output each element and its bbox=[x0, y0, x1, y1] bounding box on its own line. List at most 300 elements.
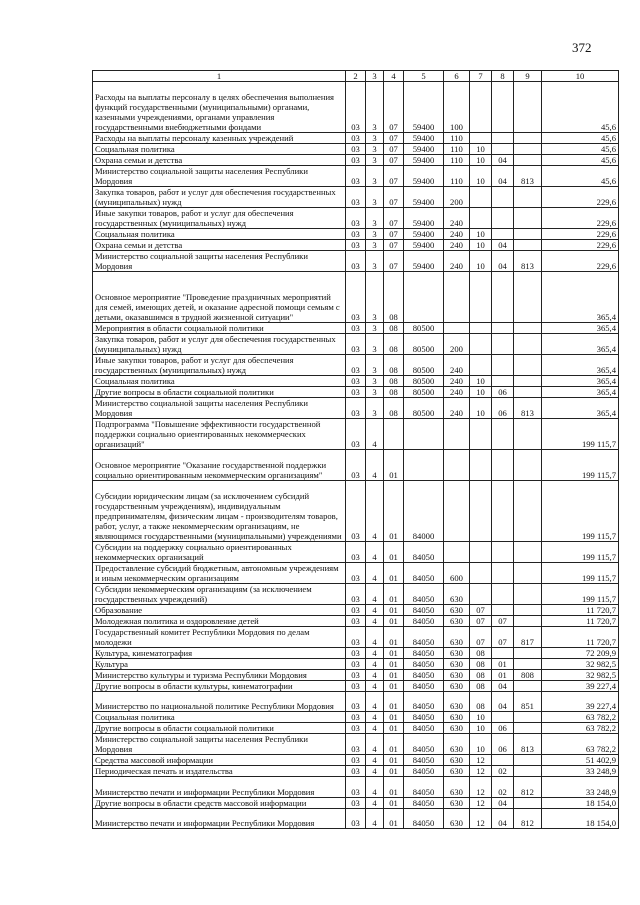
program-code-cell: 4 bbox=[366, 658, 384, 669]
expense-type-cell: 630 bbox=[444, 615, 470, 626]
header-cell: 9 bbox=[514, 71, 542, 82]
amount-cell: 199 115,7 bbox=[542, 450, 619, 481]
section-code-cell: 03 bbox=[346, 658, 366, 669]
program-code-cell: 3 bbox=[366, 272, 384, 323]
section-code-cell: 03 bbox=[346, 808, 366, 828]
subdivision-cell: 04 bbox=[492, 797, 514, 808]
table-row bbox=[93, 144, 619, 155]
ministry-code-cell bbox=[514, 144, 542, 155]
section-code-cell: 03 bbox=[346, 387, 366, 398]
subdivision-cell bbox=[492, 712, 514, 723]
activity-code-cell: 01 bbox=[384, 734, 404, 755]
program-code-cell: 3 bbox=[366, 82, 384, 133]
subdivision-cell: 02 bbox=[492, 766, 514, 777]
budget-table bbox=[92, 70, 619, 829]
expense-type-cell: 630 bbox=[444, 755, 470, 766]
direction-code-cell: 84050 bbox=[404, 755, 444, 766]
subdivision-cell: 02 bbox=[492, 777, 514, 797]
section-code-cell: 03 bbox=[346, 450, 366, 481]
activity-code-cell: 08 bbox=[384, 323, 404, 334]
direction-code-cell: 80500 bbox=[404, 334, 444, 355]
row-name-cell: Образование bbox=[93, 604, 346, 615]
amount-cell: 11 720,7 bbox=[542, 615, 619, 626]
activity-code-cell: 07 bbox=[384, 82, 404, 133]
subdivision-cell bbox=[492, 82, 514, 133]
activity-code-cell: 07 bbox=[384, 144, 404, 155]
table-row bbox=[93, 323, 619, 334]
subdivision-cell: 01 bbox=[492, 658, 514, 669]
direction-code-cell: 84050 bbox=[404, 583, 444, 604]
row-name-cell: Культура bbox=[93, 658, 346, 669]
direction-code-cell: 84050 bbox=[404, 691, 444, 711]
expense-type-cell: 240 bbox=[444, 376, 470, 387]
expense-type-cell bbox=[444, 323, 470, 334]
activity-code-cell: 01 bbox=[384, 777, 404, 797]
section-code-cell: 03 bbox=[346, 723, 366, 734]
ministry-code-cell: 813 bbox=[514, 166, 542, 187]
direction-code-cell: 84050 bbox=[404, 777, 444, 797]
subdivision-cell: 04 bbox=[492, 166, 514, 187]
division-cell bbox=[470, 562, 492, 583]
ministry-code-cell: 813 bbox=[514, 398, 542, 419]
program-code-cell: 4 bbox=[366, 691, 384, 711]
program-code-cell: 4 bbox=[366, 541, 384, 562]
direction-code-cell: 84050 bbox=[404, 766, 444, 777]
amount-cell: 45,6 bbox=[542, 133, 619, 144]
program-code-cell: 3 bbox=[366, 166, 384, 187]
table-row bbox=[93, 229, 619, 240]
activity-code-cell: 08 bbox=[384, 398, 404, 419]
expense-type-cell bbox=[444, 480, 470, 541]
program-code-cell: 3 bbox=[366, 323, 384, 334]
subdivision-cell bbox=[492, 376, 514, 387]
direction-code-cell bbox=[404, 450, 444, 481]
division-cell bbox=[470, 583, 492, 604]
division-cell bbox=[470, 541, 492, 562]
row-name-cell: Министерство социальной защиты населения Республики Мордовия bbox=[93, 166, 346, 187]
row-name-cell: Подпрограмма "Повышение эффективности государственной поддержки социально ориентированных некоммерческих организаций" bbox=[93, 419, 346, 450]
expense-type-cell: 200 bbox=[444, 334, 470, 355]
program-code-cell: 3 bbox=[366, 251, 384, 272]
ministry-code-cell bbox=[514, 723, 542, 734]
activity-code-cell: 01 bbox=[384, 647, 404, 658]
direction-code-cell: 80500 bbox=[404, 323, 444, 334]
amount-cell: 199 115,7 bbox=[542, 480, 619, 541]
section-code-cell: 03 bbox=[346, 166, 366, 187]
expense-type-cell: 630 bbox=[444, 797, 470, 808]
program-code-cell: 4 bbox=[366, 669, 384, 680]
ministry-code-cell bbox=[514, 155, 542, 166]
subdivision-cell: 07 bbox=[492, 615, 514, 626]
row-name-cell: Охрана семьи и детства bbox=[93, 240, 346, 251]
header-cell: 6 bbox=[444, 71, 470, 82]
program-code-cell: 3 bbox=[366, 376, 384, 387]
amount-cell: 32 982,5 bbox=[542, 669, 619, 680]
division-cell: 10 bbox=[470, 166, 492, 187]
ministry-code-cell bbox=[514, 562, 542, 583]
ministry-code-cell bbox=[514, 583, 542, 604]
ministry-code-cell bbox=[514, 766, 542, 777]
amount-cell: 365,4 bbox=[542, 387, 619, 398]
program-code-cell: 4 bbox=[366, 615, 384, 626]
table-row bbox=[93, 615, 619, 626]
ministry-code-cell bbox=[514, 323, 542, 334]
table-row bbox=[93, 251, 619, 272]
ministry-code-cell: 812 bbox=[514, 777, 542, 797]
amount-cell: 199 115,7 bbox=[542, 562, 619, 583]
section-code-cell: 03 bbox=[346, 680, 366, 691]
table-row bbox=[93, 166, 619, 187]
program-code-cell: 3 bbox=[366, 229, 384, 240]
direction-code-cell: 59400 bbox=[404, 208, 444, 229]
expense-type-cell: 630 bbox=[444, 808, 470, 828]
expense-type-cell: 630 bbox=[444, 626, 470, 647]
direction-code-cell: 59400 bbox=[404, 144, 444, 155]
ministry-code-cell bbox=[514, 334, 542, 355]
header-cell: 8 bbox=[492, 71, 514, 82]
subdivision-cell: 07 bbox=[492, 626, 514, 647]
direction-code-cell: 84050 bbox=[404, 658, 444, 669]
activity-code-cell: 07 bbox=[384, 251, 404, 272]
activity-code-cell: 01 bbox=[384, 755, 404, 766]
program-code-cell: 3 bbox=[366, 355, 384, 376]
table-row bbox=[93, 680, 619, 691]
row-name-cell: Иные закупки товаров, работ и услуг для обеспечения государственных (муниципальных) нужд bbox=[93, 208, 346, 229]
subdivision-cell: 06 bbox=[492, 723, 514, 734]
section-code-cell: 03 bbox=[346, 615, 366, 626]
division-cell: 12 bbox=[470, 808, 492, 828]
table-row bbox=[93, 355, 619, 376]
row-name-cell: Другие вопросы в области социальной политики bbox=[93, 387, 346, 398]
row-name-cell: Субсидии на поддержку социально ориентированных некоммерческих организаций bbox=[93, 541, 346, 562]
division-cell: 10 bbox=[470, 155, 492, 166]
row-name-cell: Социальная политика bbox=[93, 144, 346, 155]
section-code-cell: 03 bbox=[346, 562, 366, 583]
direction-code-cell: 59400 bbox=[404, 251, 444, 272]
subdivision-cell bbox=[492, 583, 514, 604]
table-row bbox=[93, 419, 619, 450]
expense-type-cell: 630 bbox=[444, 777, 470, 797]
ministry-code-cell: 812 bbox=[514, 808, 542, 828]
ministry-code-cell bbox=[514, 680, 542, 691]
expense-type-cell: 630 bbox=[444, 712, 470, 723]
amount-cell: 199 115,7 bbox=[542, 419, 619, 450]
row-name-cell: Министерство социальной защиты населения Республики Мордовия bbox=[93, 398, 346, 419]
expense-type-cell: 240 bbox=[444, 229, 470, 240]
subdivision-cell bbox=[492, 229, 514, 240]
program-code-cell: 4 bbox=[366, 626, 384, 647]
table-row bbox=[93, 187, 619, 208]
activity-code-cell: 07 bbox=[384, 187, 404, 208]
row-name-cell: Молодежная политика и оздоровление детей bbox=[93, 615, 346, 626]
row-name-cell: Социальная политика bbox=[93, 712, 346, 723]
table-row bbox=[93, 583, 619, 604]
ministry-code-cell bbox=[514, 797, 542, 808]
subdivision-cell bbox=[492, 647, 514, 658]
activity-code-cell: 07 bbox=[384, 133, 404, 144]
activity-code-cell: 01 bbox=[384, 723, 404, 734]
amount-cell: 229,6 bbox=[542, 240, 619, 251]
subdivision-cell: 04 bbox=[492, 808, 514, 828]
expense-type-cell: 630 bbox=[444, 658, 470, 669]
section-code-cell: 03 bbox=[346, 541, 366, 562]
table-row bbox=[93, 626, 619, 647]
expense-type-cell: 240 bbox=[444, 398, 470, 419]
program-code-cell: 4 bbox=[366, 419, 384, 450]
row-name-cell: Субсидии юридическим лицам (за исключением субсидий государственным учреждениям), индивидуальным предпринимателям, физическим лицам - производителям товаров, работ, услуг, а также некоммерческим организациям, не являющимся государственными (муниципальными) учреждениями bbox=[93, 480, 346, 541]
ministry-code-cell bbox=[514, 658, 542, 669]
direction-code-cell: 59400 bbox=[404, 133, 444, 144]
activity-code-cell: 08 bbox=[384, 355, 404, 376]
direction-code-cell: 80500 bbox=[404, 387, 444, 398]
subdivision-cell bbox=[492, 755, 514, 766]
activity-code-cell: 08 bbox=[384, 272, 404, 323]
division-cell: 10 bbox=[470, 712, 492, 723]
ministry-code-cell: 808 bbox=[514, 669, 542, 680]
header-cell: 3 bbox=[366, 71, 384, 82]
activity-code-cell: 07 bbox=[384, 240, 404, 251]
ministry-code-cell bbox=[514, 133, 542, 144]
expense-type-cell: 630 bbox=[444, 680, 470, 691]
header-cell: 2 bbox=[346, 71, 366, 82]
section-code-cell: 03 bbox=[346, 133, 366, 144]
division-cell: 08 bbox=[470, 669, 492, 680]
row-name-cell: Средства массовой информации bbox=[93, 755, 346, 766]
ministry-code-cell bbox=[514, 615, 542, 626]
amount-cell: 45,6 bbox=[542, 144, 619, 155]
amount-cell: 39 227,4 bbox=[542, 680, 619, 691]
amount-cell: 51 402,9 bbox=[542, 755, 619, 766]
section-code-cell: 03 bbox=[346, 626, 366, 647]
ministry-code-cell bbox=[514, 355, 542, 376]
table-row bbox=[93, 734, 619, 755]
direction-code-cell: 84050 bbox=[404, 734, 444, 755]
header-cell: 7 bbox=[470, 71, 492, 82]
direction-code-cell: 84050 bbox=[404, 680, 444, 691]
ministry-code-cell bbox=[514, 208, 542, 229]
activity-code-cell: 01 bbox=[384, 604, 404, 615]
subdivision-cell bbox=[492, 323, 514, 334]
direction-code-cell: 84050 bbox=[404, 712, 444, 723]
section-code-cell: 03 bbox=[346, 734, 366, 755]
amount-cell: 365,4 bbox=[542, 334, 619, 355]
table-row bbox=[93, 450, 619, 481]
program-code-cell: 4 bbox=[366, 680, 384, 691]
division-cell bbox=[470, 208, 492, 229]
section-code-cell: 03 bbox=[346, 712, 366, 723]
expense-type-cell bbox=[444, 272, 470, 323]
program-code-cell: 3 bbox=[366, 155, 384, 166]
expense-type-cell: 110 bbox=[444, 155, 470, 166]
amount-cell: 45,6 bbox=[542, 166, 619, 187]
section-code-cell: 03 bbox=[346, 240, 366, 251]
ministry-code-cell bbox=[514, 755, 542, 766]
ministry-code-cell bbox=[514, 187, 542, 208]
section-code-cell: 03 bbox=[346, 323, 366, 334]
table-row bbox=[93, 755, 619, 766]
amount-cell: 229,6 bbox=[542, 229, 619, 240]
table-row bbox=[93, 647, 619, 658]
section-code-cell: 03 bbox=[346, 480, 366, 541]
direction-code-cell: 59400 bbox=[404, 187, 444, 208]
table-row bbox=[93, 155, 619, 166]
row-name-cell: Другие вопросы в области социальной политики bbox=[93, 723, 346, 734]
activity-code-cell: 01 bbox=[384, 712, 404, 723]
activity-code-cell: 01 bbox=[384, 797, 404, 808]
amount-cell: 33 248,9 bbox=[542, 766, 619, 777]
program-code-cell: 3 bbox=[366, 398, 384, 419]
subdivision-cell bbox=[492, 541, 514, 562]
table-body bbox=[93, 82, 619, 829]
direction-code-cell: 84050 bbox=[404, 808, 444, 828]
division-cell: 08 bbox=[470, 691, 492, 711]
expense-type-cell: 630 bbox=[444, 669, 470, 680]
program-code-cell: 3 bbox=[366, 240, 384, 251]
expense-type-cell: 110 bbox=[444, 144, 470, 155]
ministry-code-cell bbox=[514, 387, 542, 398]
division-cell: 12 bbox=[470, 766, 492, 777]
row-name-cell: Охрана семьи и детства bbox=[93, 155, 346, 166]
program-code-cell: 4 bbox=[366, 450, 384, 481]
expense-type-cell: 240 bbox=[444, 208, 470, 229]
activity-code-cell: 01 bbox=[384, 766, 404, 777]
subdivision-cell: 01 bbox=[492, 669, 514, 680]
ministry-code-cell bbox=[514, 272, 542, 323]
table-row bbox=[93, 240, 619, 251]
program-code-cell: 4 bbox=[366, 712, 384, 723]
section-code-cell: 03 bbox=[346, 777, 366, 797]
table-row bbox=[93, 797, 619, 808]
subdivision-cell bbox=[492, 562, 514, 583]
division-cell: 07 bbox=[470, 604, 492, 615]
activity-code-cell: 01 bbox=[384, 450, 404, 481]
section-code-cell: 03 bbox=[346, 334, 366, 355]
section-code-cell: 03 bbox=[346, 229, 366, 240]
amount-cell: 11 720,7 bbox=[542, 604, 619, 615]
row-name-cell: Закупка товаров, работ и услуг для обеспечения государственных (муниципальных) нужд bbox=[93, 187, 346, 208]
table-row bbox=[93, 387, 619, 398]
table-header-row bbox=[93, 71, 619, 82]
table-row bbox=[93, 376, 619, 387]
activity-code-cell: 07 bbox=[384, 229, 404, 240]
division-cell: 07 bbox=[470, 626, 492, 647]
program-code-cell: 4 bbox=[366, 562, 384, 583]
row-name-cell: Основное мероприятие "Оказание государственной поддержки социально ориентированным некоммерческим организациям" bbox=[93, 450, 346, 481]
division-cell bbox=[470, 419, 492, 450]
section-code-cell: 03 bbox=[346, 604, 366, 615]
direction-code-cell: 84050 bbox=[404, 541, 444, 562]
table-row bbox=[93, 691, 619, 711]
division-cell bbox=[470, 480, 492, 541]
program-code-cell: 4 bbox=[366, 766, 384, 777]
division-cell: 12 bbox=[470, 755, 492, 766]
section-code-cell: 03 bbox=[346, 155, 366, 166]
subdivision-cell bbox=[492, 208, 514, 229]
direction-code-cell: 84050 bbox=[404, 647, 444, 658]
division-cell bbox=[470, 323, 492, 334]
expense-type-cell: 110 bbox=[444, 166, 470, 187]
ministry-code-cell bbox=[514, 450, 542, 481]
division-cell: 07 bbox=[470, 615, 492, 626]
ministry-code-cell: 851 bbox=[514, 691, 542, 711]
amount-cell: 365,4 bbox=[542, 272, 619, 323]
direction-code-cell: 84050 bbox=[404, 723, 444, 734]
section-code-cell: 03 bbox=[346, 355, 366, 376]
ministry-code-cell bbox=[514, 604, 542, 615]
table-row bbox=[93, 398, 619, 419]
subdivision-cell bbox=[492, 450, 514, 481]
program-code-cell: 3 bbox=[366, 187, 384, 208]
section-code-cell: 03 bbox=[346, 797, 366, 808]
ministry-code-cell bbox=[514, 712, 542, 723]
expense-type-cell bbox=[444, 541, 470, 562]
activity-code-cell: 08 bbox=[384, 387, 404, 398]
expense-type-cell: 240 bbox=[444, 355, 470, 376]
direction-code-cell: 84050 bbox=[404, 669, 444, 680]
section-code-cell: 03 bbox=[346, 583, 366, 604]
table-row bbox=[93, 541, 619, 562]
subdivision-cell bbox=[492, 355, 514, 376]
direction-code-cell: 59400 bbox=[404, 229, 444, 240]
subdivision-cell: 04 bbox=[492, 680, 514, 691]
amount-cell: 32 982,5 bbox=[542, 658, 619, 669]
direction-code-cell: 84050 bbox=[404, 797, 444, 808]
ministry-code-cell bbox=[514, 480, 542, 541]
subdivision-cell: 04 bbox=[492, 691, 514, 711]
subdivision-cell bbox=[492, 272, 514, 323]
row-name-cell: Расходы на выплаты персоналу казенных учреждений bbox=[93, 133, 346, 144]
subdivision-cell bbox=[492, 144, 514, 155]
row-name-cell: Министерство печати и информации Республики Мордовия bbox=[93, 808, 346, 828]
activity-code-cell: 07 bbox=[384, 166, 404, 187]
section-code-cell: 03 bbox=[346, 251, 366, 272]
program-code-cell: 4 bbox=[366, 647, 384, 658]
subdivision-cell bbox=[492, 419, 514, 450]
header-cell: 4 bbox=[384, 71, 404, 82]
program-code-cell: 4 bbox=[366, 797, 384, 808]
direction-code-cell: 84050 bbox=[404, 626, 444, 647]
section-code-cell: 03 bbox=[346, 376, 366, 387]
section-code-cell: 03 bbox=[346, 647, 366, 658]
section-code-cell: 03 bbox=[346, 398, 366, 419]
amount-cell: 63 782,2 bbox=[542, 723, 619, 734]
header-cell: 5 bbox=[404, 71, 444, 82]
division-cell: 10 bbox=[470, 398, 492, 419]
ministry-code-cell bbox=[514, 229, 542, 240]
row-name-cell: Министерство социальной защиты населения Республики Мордовия bbox=[93, 734, 346, 755]
direction-code-cell: 80500 bbox=[404, 398, 444, 419]
expense-type-cell: 630 bbox=[444, 734, 470, 755]
program-code-cell: 3 bbox=[366, 144, 384, 155]
expense-type-cell bbox=[444, 450, 470, 481]
row-name-cell: Социальная политика bbox=[93, 376, 346, 387]
amount-cell: 365,4 bbox=[542, 323, 619, 334]
activity-code-cell: 01 bbox=[384, 615, 404, 626]
row-name-cell: Иные закупки товаров, работ и услуг для обеспечения государственных (муниципальных) нужд bbox=[93, 355, 346, 376]
activity-code-cell: 01 bbox=[384, 583, 404, 604]
ministry-code-cell bbox=[514, 541, 542, 562]
ministry-code-cell bbox=[514, 240, 542, 251]
expense-type-cell: 200 bbox=[444, 187, 470, 208]
division-cell: 10 bbox=[470, 723, 492, 734]
amount-cell: 39 227,4 bbox=[542, 691, 619, 711]
division-cell bbox=[470, 82, 492, 133]
ministry-code-cell: 813 bbox=[514, 251, 542, 272]
row-name-cell: Основное мероприятие "Проведение праздничных мероприятий для семей, имеющих детей, и оказание адресной помощи семьям с детьми, оказавшимся в трудной жизненной ситуации" bbox=[93, 272, 346, 323]
division-cell: 10 bbox=[470, 376, 492, 387]
row-name-cell: Периодическая печать и издательства bbox=[93, 766, 346, 777]
activity-code-cell bbox=[384, 419, 404, 450]
